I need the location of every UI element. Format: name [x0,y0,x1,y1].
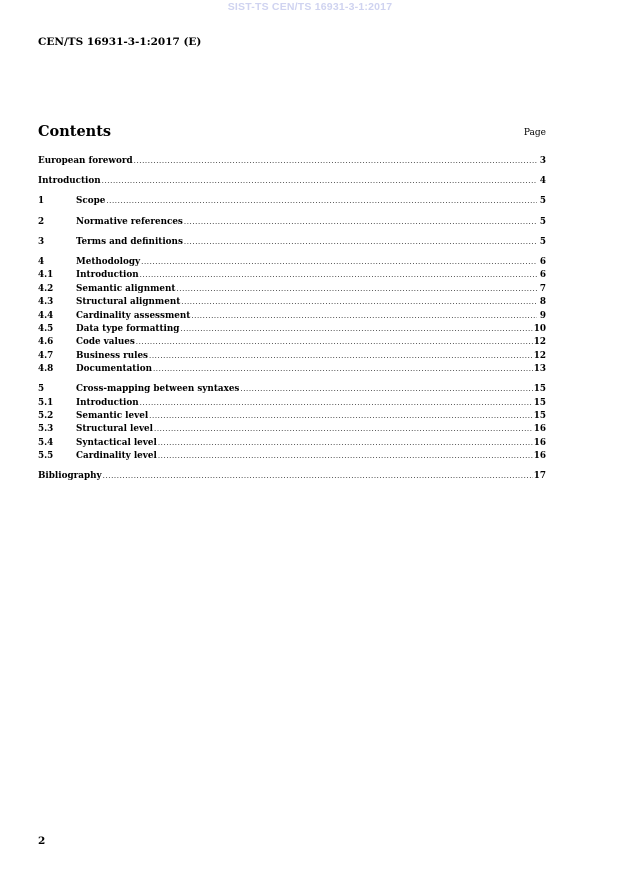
table-of-contents [38,155,546,484]
dot-leader [176,283,537,296]
dot-leader [103,470,533,483]
toc-entry-european-foreword[interactable] [38,155,546,168]
toc-entry-number: 5.3 [38,424,54,435]
dot-leader [153,363,533,376]
toc-entry-number: 4.8 [38,364,54,375]
toc-entry-title: Scope [76,196,106,207]
dot-leader [136,336,533,349]
toc-entry-4-8[interactable] [38,363,546,376]
toc-entry-number: 2 [38,216,45,227]
toc-entry-page: 15 [533,384,546,395]
toc-entry-page: 5 [539,196,546,207]
toc-entry-title: European foreword [38,156,133,166]
toc-entry-number: 4.5 [38,323,54,334]
toc-entry-number: 3 [38,236,45,247]
toc-entry-4-1[interactable] [38,269,546,282]
toc-entry-title: Cardinality level [76,451,157,462]
toc-entry-title: Cross-mapping between syntaxes [76,384,240,395]
page-column-label: Page [523,128,546,138]
toc-entry-title: Introduction [76,270,139,281]
toc-entry-title: Semantic alignment [76,283,176,294]
dot-leader [140,269,537,282]
toc-entry-4-2[interactable] [38,283,546,296]
toc-entry-5-1[interactable] [38,397,546,410]
toc-entry-page: 17 [533,471,546,482]
toc-entry-5-5[interactable] [38,450,546,463]
toc-entry-4-7[interactable] [38,350,546,363]
toc-entry-number: 1 [38,196,45,207]
toc-entry-page: 6 [539,270,546,281]
dot-leader [158,437,533,450]
toc-entry-5-3[interactable] [38,423,546,436]
toc-entry-4-5[interactable] [38,323,546,336]
toc-entry-title: Data type formatting [76,323,180,334]
toc-entry-page: 15 [533,411,546,422]
dot-leader [184,216,537,229]
dot-leader [180,323,532,336]
toc-entry-5-4[interactable] [38,437,546,450]
contents-title: Contents [38,123,112,140]
toc-entry-4-6[interactable] [38,336,546,349]
toc-entry-title: Methodology [76,256,141,267]
dot-leader [149,350,533,363]
toc-entry-page: 5 [539,236,546,247]
toc-entry-2[interactable] [38,216,546,229]
toc-entry-page: 3 [539,156,546,166]
toc-entry-title: Business rules [76,350,149,361]
toc-entry-1[interactable] [38,195,546,208]
toc-entry-number: 4.6 [38,337,54,348]
toc-entry-number: 5.4 [38,437,54,448]
toc-entry-title: Semantic level [76,411,149,422]
toc-entry-title: Structural level [76,424,153,435]
dot-leader [240,383,532,396]
dot-leader [106,195,537,208]
toc-entry-page: 16 [533,424,546,435]
toc-entry-4[interactable] [38,256,546,269]
toc-entry-title: Syntactical level [76,437,157,448]
toc-entry-number: 4.7 [38,350,54,361]
toc-entry-title: Introduction [38,176,101,187]
dot-leader [158,450,533,463]
toc-entry-number: 5.5 [38,451,54,462]
toc-entry-page: 4 [539,176,546,187]
dot-leader [149,410,533,423]
toc-entry-page: 13 [533,364,546,375]
watermark: SIST-TS CEN/TS 16931-3-1:2017 [227,1,393,13]
dot-leader [184,236,537,249]
page-number: 2 [38,835,46,847]
toc-entry-page: 7 [539,283,546,294]
toc-entry-title: Bibliography [38,471,102,482]
toc-entry-page: 15 [533,397,546,408]
toc-entry-title: Structural alignment [76,297,181,308]
toc-entry-title: Code values [76,337,135,348]
toc-entry-5-2[interactable] [38,410,546,423]
toc-entry-page: 12 [533,350,546,361]
dot-leader [191,310,537,323]
toc-entry-page: 12 [533,337,546,348]
dot-leader [102,175,537,188]
toc-entry-number: 4.2 [38,283,54,294]
toc-entry-page: 5 [539,216,546,227]
toc-entry-page: 8 [539,297,546,308]
toc-entry-title: Terms and definitions [76,236,183,247]
dot-leader [141,256,537,269]
toc-entry-number: 4.1 [38,270,54,281]
document-id: CEN/TS 16931-3-1:2017 (E) [38,36,202,48]
toc-entry-introduction[interactable] [38,175,546,188]
toc-entry-title: Normative references [76,216,183,227]
toc-entry-3[interactable] [38,236,546,249]
toc-entry-number: 4 [38,256,45,267]
dot-leader [140,397,533,410]
dot-leader [154,423,533,436]
toc-entry-bibliography[interactable] [38,470,546,483]
toc-entry-title: Introduction [76,397,139,408]
toc-entry-number: 4.3 [38,297,54,308]
toc-entry-page: 9 [539,310,546,321]
toc-entry-page: 10 [533,323,546,334]
toc-entry-number: 5.1 [38,397,54,408]
dot-leader [134,155,537,168]
toc-entry-4-4[interactable] [38,310,546,323]
toc-entry-title: Cardinality assessment [76,310,191,321]
toc-entry-title: Documentation [76,364,152,375]
toc-entry-number: 5.2 [38,411,54,422]
toc-entry-4-3[interactable] [38,296,546,309]
toc-entry-page: 16 [533,437,546,448]
toc-entry-5[interactable] [38,383,546,396]
toc-entry-number: 4.4 [38,310,54,321]
toc-entry-number: 5 [38,384,45,395]
toc-entry-page: 16 [533,451,546,462]
dot-leader [181,296,537,309]
toc-entry-page: 6 [539,256,546,267]
